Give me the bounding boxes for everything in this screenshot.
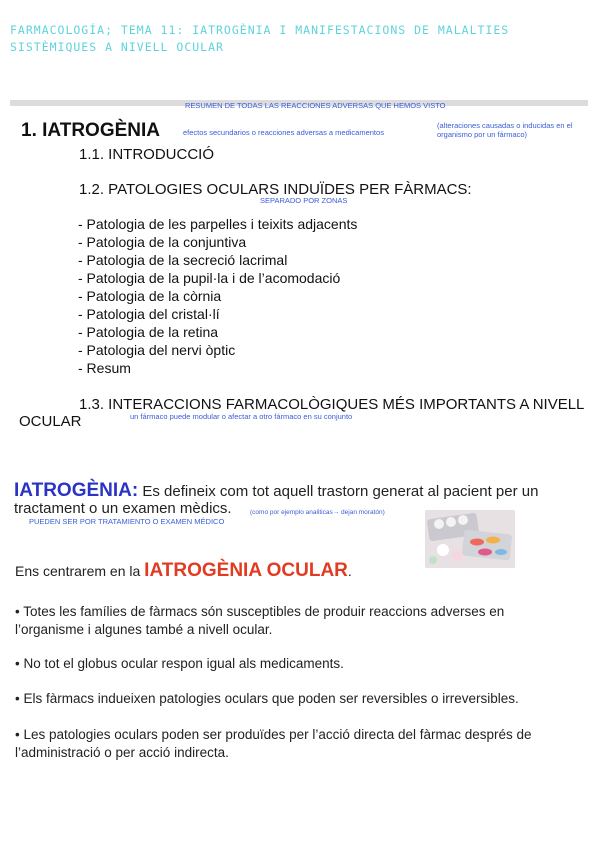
list-item: - Patologia de la secreció lacrimal (78, 252, 288, 268)
subsection-1-3: 1.3. INTERACCIONS FARMACOLÒGIQUES MÉS IMPORTANTS A NIVELL (79, 396, 585, 413)
medicine-pills-image (425, 510, 515, 568)
subsection-1-1: 1.1. INTRODUCCIÓ (79, 146, 215, 163)
definition-line-2: tractament o un examen mèdics. (14, 500, 232, 517)
bullet-4-line-1: • Les patologies oculars poden ser produïdes per l’acció directa del fàrmac després de (15, 727, 532, 742)
summary-note: RESUMEN DE TODAS LAS REACCIONES ADVERSAS QUE HEMOS VISTO (185, 101, 446, 110)
list-item: - Patologia de la pupil·la i de l’acomodació (78, 270, 341, 286)
bullet-1-line-2: l’organisme i algunes també a nivell ocular. (15, 622, 273, 637)
section-title-iatrogenia: 1. IATROGÈNIA (21, 120, 160, 141)
focus-term: IATROGÈNIA OCULAR (144, 560, 348, 581)
modulate-note: un fármaco puede modular o afectar a otro fármaco en su conjunto (130, 412, 353, 421)
treatment-note: PUEDEN SER POR TRATAMIENTO O EXAMEN MÉDICO (29, 517, 225, 526)
definition-line-1 (14, 480, 538, 502)
focus-suffix: . (347, 563, 352, 579)
list-item: - Resum (78, 360, 131, 376)
bullet-1-line-1: • Totes les famílies de fàrmacs són susceptibles de produir reaccions adverses en (15, 604, 505, 619)
definition-text: Es defineix com tot aquell trastorn generat al pacient per un (138, 483, 539, 500)
focus-line (15, 560, 352, 582)
list-item: - Patologia de la conjuntiva (78, 234, 247, 250)
analytics-note: (como por ejemplo analiticas→ dejan moratón) (250, 509, 385, 516)
bullet-4-line-2: l’administració o per acció indirecta. (15, 745, 229, 760)
list-item: - Patologia de la còrnia (78, 288, 222, 304)
list-item: - Patologia de la retina (78, 324, 219, 340)
subsection-1-2: 1.2. PATOLOGIES OCULARS INDUÏDES PER FÀRMACS: (79, 181, 472, 198)
definition-term: IATROGÈNIA: (14, 480, 139, 501)
list-item: - Patologia de les parpelles i teixits adjacents (78, 216, 358, 232)
by-zones-note: SEPARADO POR ZONAS (260, 196, 348, 205)
bullet-2: • No tot el globus ocular respon igual als medicaments. (15, 656, 344, 671)
bullet-3: • Els fàrmacs indueixen patologies oculars que poden ser reversibles o irreversibles. (15, 691, 519, 706)
side-effects-note: efectos secundarios o reacciones adversas a medicamentos (183, 128, 384, 137)
list-item: - Patologia del nervi òptic (78, 342, 236, 358)
alterations-note: (alteraciones causadas o inducidas en el organismo por un fármaco) (437, 121, 573, 139)
subsection-1-3-cont: OCULAR (19, 413, 82, 430)
page-title: FARMACOLOGÍA; TEMA 11: IATROGÈNIA I MANIFESTACIONS DE MALALTIES SISTÈMIQUES A NIVELL OCULAR (10, 23, 510, 54)
list-item: - Patologia del cristal·lí (78, 306, 220, 322)
focus-prefix: Ens centrarem en la (15, 563, 145, 579)
